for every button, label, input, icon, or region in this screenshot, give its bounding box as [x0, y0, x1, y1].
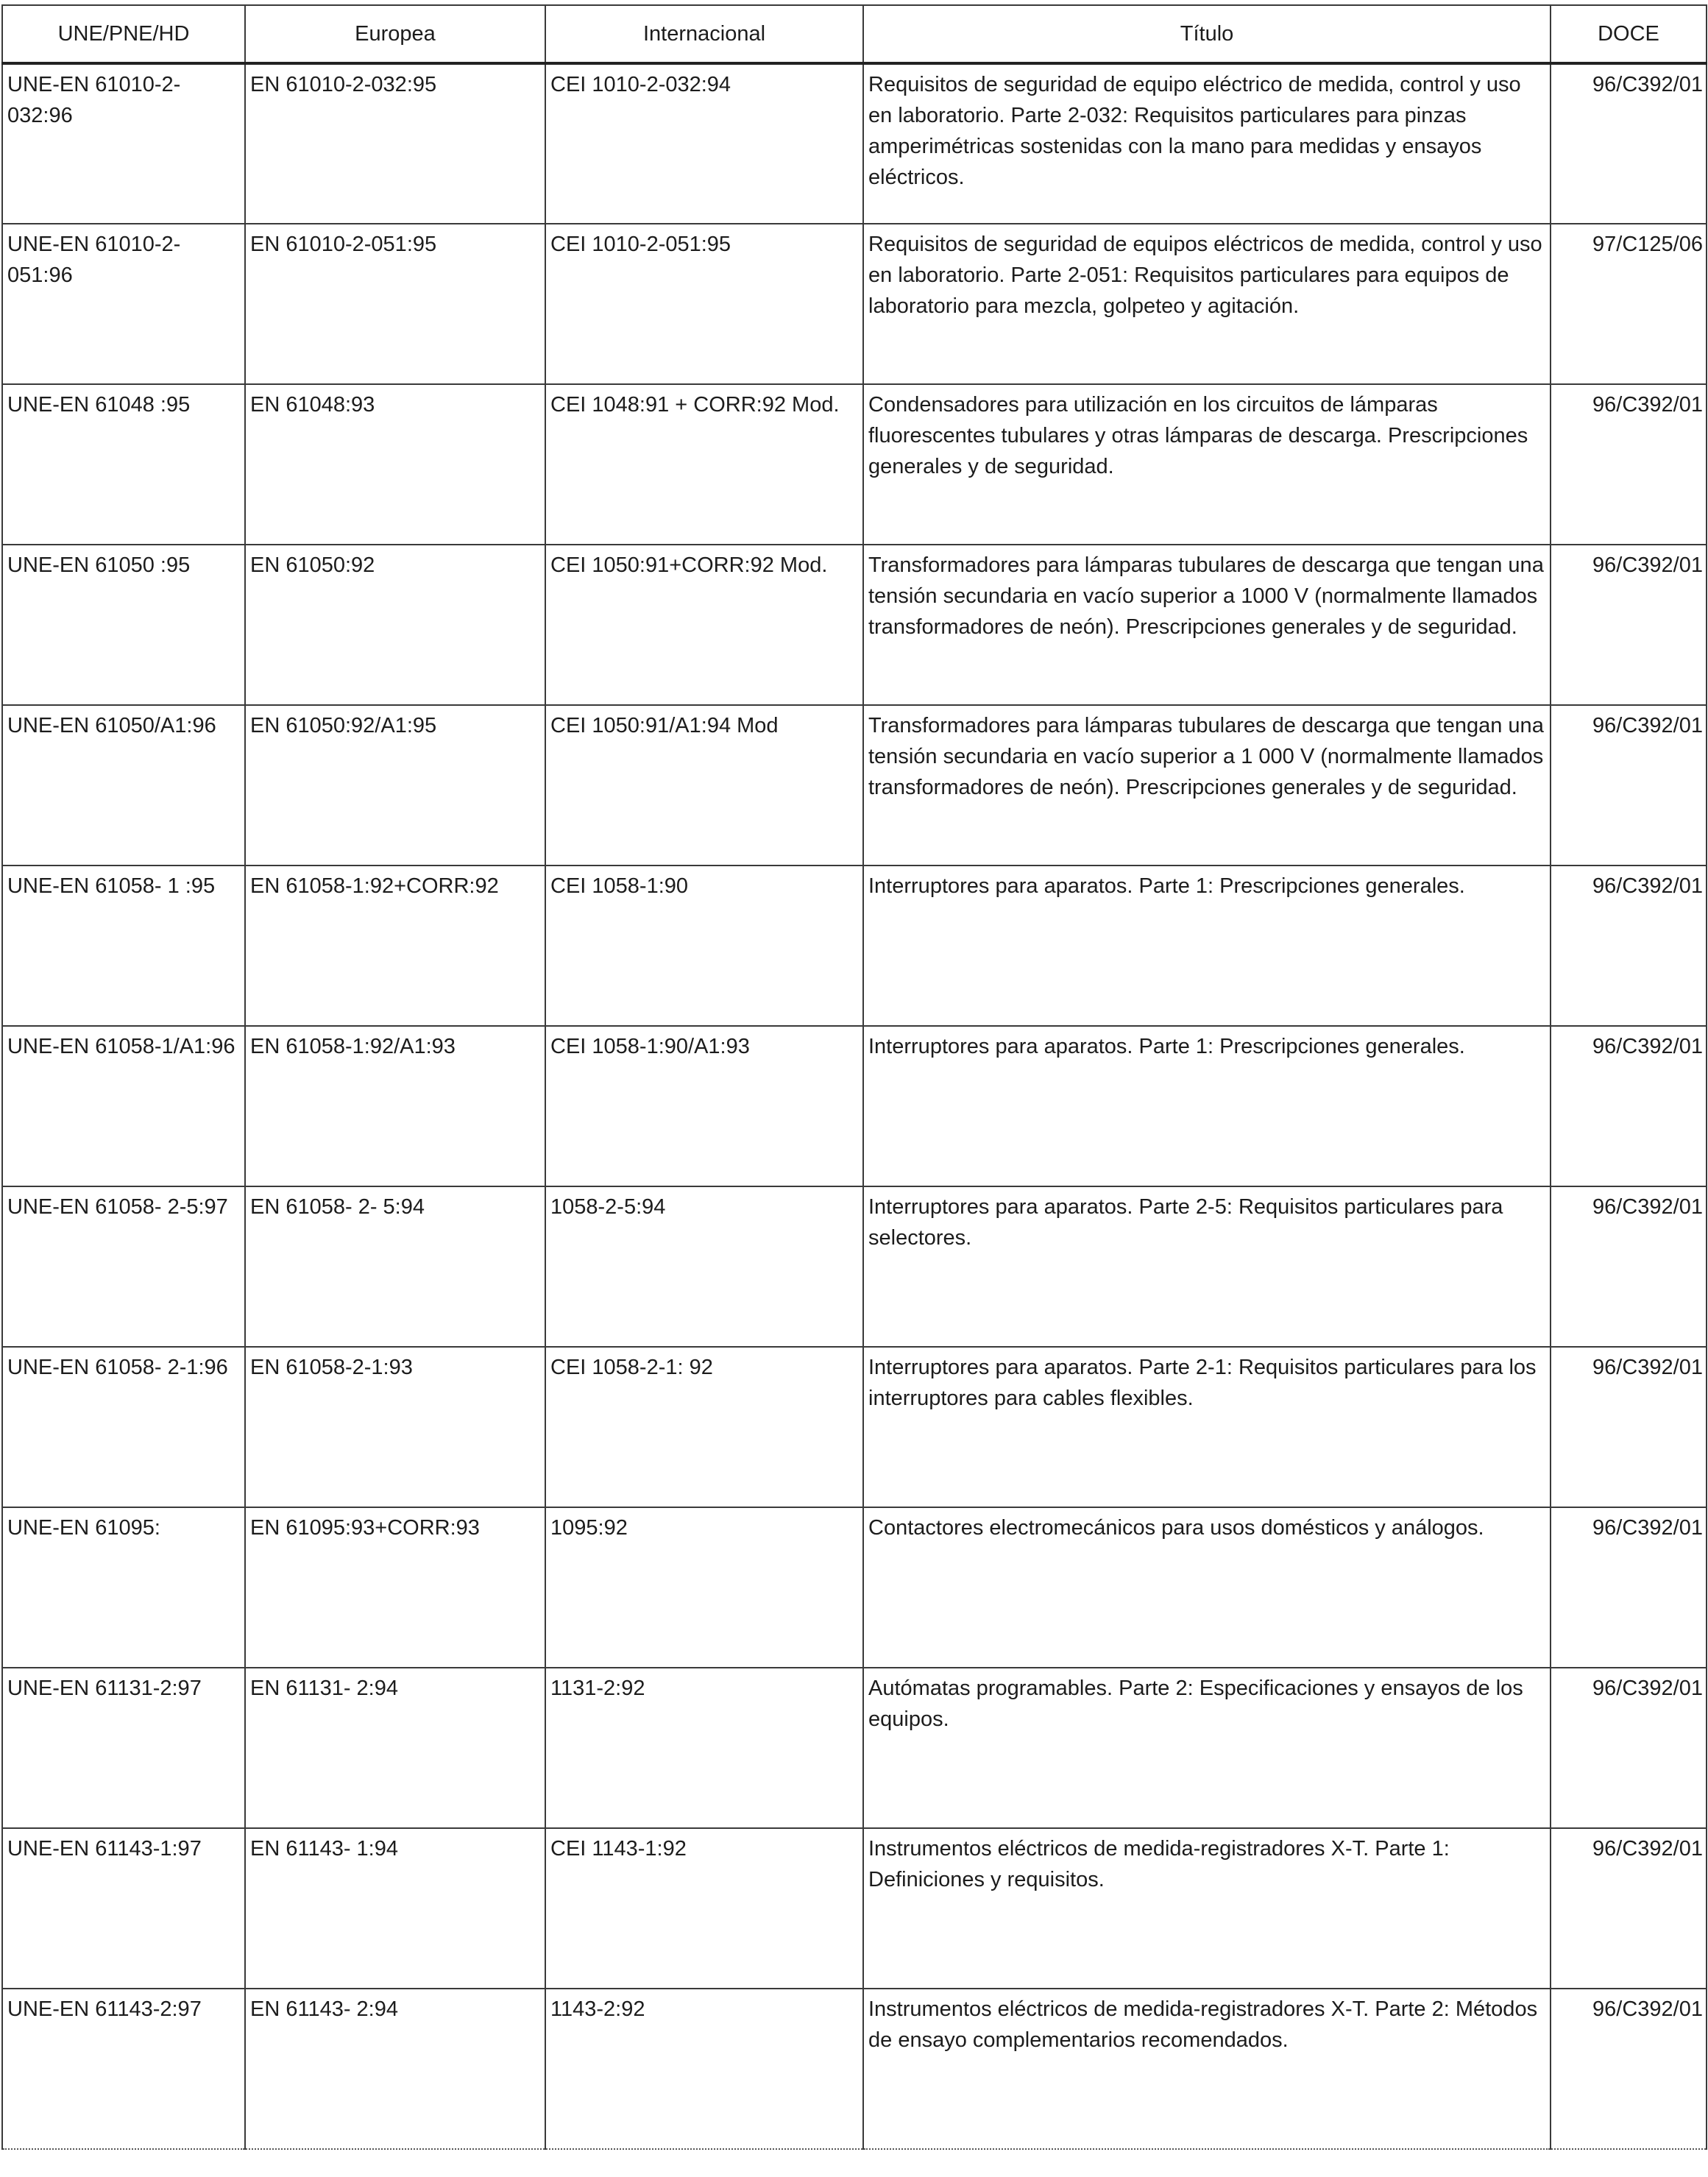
header-titulo: Título	[863, 5, 1551, 63]
table-row	[2, 1507, 1707, 1668]
cell-une: UNE-EN 61058- 2-1:96	[2, 1347, 245, 1507]
cell-europea: EN 61010-2-051:95	[245, 224, 545, 384]
cell-internacional: 1131-2:92	[545, 1668, 863, 1828]
cell-une: UNE-EN 61010-2-032:96	[2, 63, 245, 224]
cell-europea: EN 61058-2-1:93	[245, 1347, 545, 1507]
cell-internacional: CEI 1010-2-032:94	[545, 63, 863, 224]
table-body	[2, 63, 1707, 2149]
table-row	[2, 63, 1707, 224]
table-row	[2, 384, 1707, 545]
header-doce: DOCE	[1551, 5, 1707, 63]
cell-titulo: Requisitos de seguridad de equipos eléctricos de medida, control y uso en laboratorio. Parte 2-051: Requisitos particulares para equipos de laboratorio para mezcla, golpeteo y agitación.	[863, 224, 1551, 384]
table-row	[2, 1989, 1707, 2149]
cell-titulo: Requisitos de seguridad de equipo eléctrico de medida, control y uso en laboratorio. Parte 2-032: Requisitos particulares para pinzas amperimétricas sostenidas con la mano para medidas y ensayos eléctricos.	[863, 63, 1551, 224]
cell-internacional: CEI 1058-2-1: 92	[545, 1347, 863, 1507]
table-row	[2, 1828, 1707, 1989]
cell-une: UNE-EN 61143-1:97	[2, 1828, 245, 1989]
header-internacional: Internacional	[545, 5, 863, 63]
cell-titulo: Interruptores para aparatos. Parte 2-1: Requisitos particulares para los interruptores para cables flexibles.	[863, 1347, 1551, 1507]
cell-titulo: Instrumentos eléctricos de medida-registradores X-T. Parte 2: Métodos de ensayo complementarios recomendados.	[863, 1989, 1551, 2149]
cell-doce: 96/C392/01	[1551, 1828, 1707, 1989]
cell-titulo: Transformadores para lámparas tubulares de descarga que tengan una tensión secundaria en vacío superior a 1 000 V (normalmente llamados transformadores de neón). Prescripciones generales y de seguridad.	[863, 705, 1551, 866]
cell-internacional: CEI 1143-1:92	[545, 1828, 863, 1989]
cell-doce: 96/C392/01	[1551, 1347, 1707, 1507]
cell-europea: EN 61050:92	[245, 545, 545, 705]
cell-une: UNE-EN 61010-2-051:96	[2, 224, 245, 384]
cell-titulo: Interruptores para aparatos. Parte 2-5: Requisitos particulares para selectores.	[863, 1186, 1551, 1347]
cell-une: UNE-EN 61058-1/A1:96	[2, 1026, 245, 1186]
cell-doce: 96/C392/01	[1551, 866, 1707, 1026]
cell-internacional: 1143-2:92	[545, 1989, 863, 2149]
cell-une: UNE-EN 61095:	[2, 1507, 245, 1668]
cell-internacional: 1058-2-5:94	[545, 1186, 863, 1347]
cell-doce: 96/C392/01	[1551, 1186, 1707, 1347]
cell-titulo: Contactores electromecánicos para usos domésticos y análogos.	[863, 1507, 1551, 1668]
cell-internacional: 1095:92	[545, 1507, 863, 1668]
cell-doce: 96/C392/01	[1551, 545, 1707, 705]
cell-titulo: Autómatas programables. Parte 2: Especificaciones y ensayos de los equipos.	[863, 1668, 1551, 1828]
table-row	[2, 705, 1707, 866]
cell-titulo: Transformadores para lámparas tubulares de descarga que tengan una tensión secundaria en vacío superior a 1000 V (normalmente llamados transformadores de neón). Prescripciones generales y de seguridad.	[863, 545, 1551, 705]
cell-europea: EN 61058-1:92/A1:93	[245, 1026, 545, 1186]
header-europea: Europea	[245, 5, 545, 63]
cell-doce: 96/C392/01	[1551, 705, 1707, 866]
cell-internacional: CEI 1058-1:90	[545, 866, 863, 1026]
cell-titulo: Instrumentos eléctricos de medida-registradores X-T. Parte 1: Definiciones y requisitos.	[863, 1828, 1551, 1989]
cell-europea: EN 61050:92/A1:95	[245, 705, 545, 866]
cell-une: UNE-EN 61050/A1:96	[2, 705, 245, 866]
cell-doce: 97/C125/06	[1551, 224, 1707, 384]
cell-europea: EN 61143- 1:94	[245, 1828, 545, 1989]
cell-une: UNE-EN 61058- 2-5:97	[2, 1186, 245, 1347]
cell-doce: 96/C392/01	[1551, 1026, 1707, 1186]
cell-doce: 96/C392/01	[1551, 1507, 1707, 1668]
cell-europea: EN 61143- 2:94	[245, 1989, 545, 2149]
cell-doce: 96/C392/01	[1551, 384, 1707, 545]
cell-europea: EN 61010-2-032:95	[245, 63, 545, 224]
cell-doce: 96/C392/01	[1551, 1989, 1707, 2149]
cell-une: UNE-EN 61131-2:97	[2, 1668, 245, 1828]
cell-internacional: CEI 1050:91+CORR:92 Mod.	[545, 545, 863, 705]
cell-doce: 96/C392/01	[1551, 1668, 1707, 1828]
cell-europea: EN 61058- 2- 5:94	[245, 1186, 545, 1347]
table-row	[2, 1668, 1707, 1828]
header-une: UNE/PNE/HD	[2, 5, 245, 63]
table-row	[2, 1026, 1707, 1186]
cell-internacional: CEI 1048:91 + CORR:92 Mod.	[545, 384, 863, 545]
cell-titulo: Condensadores para utilización en los circuitos de lámparas fluorescentes tubulares y otras lámparas de descarga. Prescripciones generales y de seguridad.	[863, 384, 1551, 545]
table-row	[2, 1186, 1707, 1347]
cell-une: UNE-EN 61058- 1 :95	[2, 866, 245, 1026]
table-row	[2, 224, 1707, 384]
cell-titulo: Interruptores para aparatos. Parte 1: Prescripciones generales.	[863, 1026, 1551, 1186]
cell-europea: EN 61131- 2:94	[245, 1668, 545, 1828]
table-row	[2, 1347, 1707, 1507]
table-row	[2, 866, 1707, 1026]
cell-titulo: Interruptores para aparatos. Parte 1: Prescripciones generales.	[863, 866, 1551, 1026]
cell-internacional: CEI 1058-1:90/A1:93	[545, 1026, 863, 1186]
cell-une: UNE-EN 61143-2:97	[2, 1989, 245, 2149]
table-header	[2, 5, 1707, 63]
cell-internacional: CEI 1010-2-051:95	[545, 224, 863, 384]
cell-une: UNE-EN 61050 :95	[2, 545, 245, 705]
cell-europea: EN 61058-1:92+CORR:92	[245, 866, 545, 1026]
cell-une: UNE-EN 61048 :95	[2, 384, 245, 545]
cell-internacional: CEI 1050:91/A1:94 Mod	[545, 705, 863, 866]
header-row	[2, 5, 1707, 63]
standards-table	[1, 4, 1707, 2150]
cell-europea: EN 61095:93+CORR:93	[245, 1507, 545, 1668]
cell-doce: 96/C392/01	[1551, 63, 1707, 224]
cell-europea: EN 61048:93	[245, 384, 545, 545]
table-row	[2, 545, 1707, 705]
